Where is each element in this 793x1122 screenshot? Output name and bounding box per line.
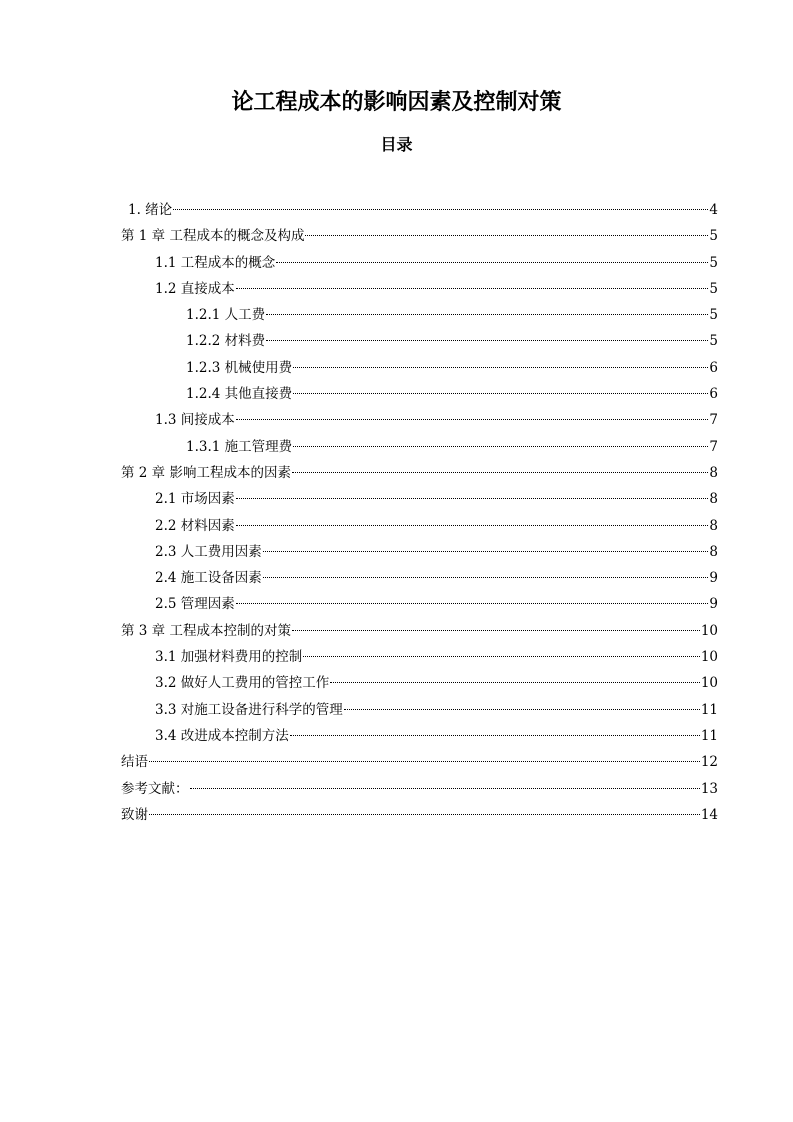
toc-entry-label: 2.1 市场因素: [155, 491, 235, 508]
toc-entry-page: 8: [709, 543, 718, 560]
toc-entry-section-1-3-1[interactable]: [121, 434, 718, 460]
toc-entry-label: 参考文献：: [121, 780, 189, 797]
toc-entry-section-2-1[interactable]: [121, 486, 718, 512]
toc-entry-page: 5: [709, 254, 718, 271]
toc-entry-label: 第 2 章 影响工程成本的因素: [121, 464, 291, 481]
toc-dot-leader: [290, 735, 700, 736]
toc-entry-label: 致谢: [121, 806, 148, 823]
toc-entry-page: 10: [700, 622, 718, 639]
toc-dot-leader: [344, 709, 700, 710]
toc-entry-section-3-1[interactable]: [121, 644, 718, 670]
toc-entry-section-1-2[interactable]: [121, 276, 718, 302]
toc-entry-section-1-2-1[interactable]: [121, 302, 718, 328]
toc-entry-page: 5: [709, 333, 718, 350]
toc-entry-label: 3.4 改进成本控制方法: [155, 727, 289, 744]
toc-dot-leader: [236, 288, 709, 289]
toc-entry-section-1-2-4[interactable]: [121, 381, 718, 407]
toc-entry-section-2-5[interactable]: [121, 591, 718, 617]
toc-entry-page: 9: [709, 596, 718, 613]
toc-entry-section-1-2-2[interactable]: [121, 328, 718, 354]
toc-dot-leader: [305, 235, 708, 236]
toc-entry-label: 2.3 人工费用因素: [155, 543, 262, 560]
toc-dot-leader: [266, 340, 708, 341]
toc-entry-page: 13: [700, 780, 718, 797]
toc-entry-label: 1.3.1 施工管理费: [186, 438, 293, 455]
toc-dot-leader: [276, 262, 708, 263]
toc-entry-references[interactable]: [121, 776, 718, 802]
toc-entry-section-1-3[interactable]: [121, 407, 718, 433]
toc-entry-label: 1.1 工程成本的概念: [155, 254, 276, 271]
toc-entry-section-2-4[interactable]: [121, 565, 718, 591]
toc-entry-acknowledgements[interactable]: [121, 802, 718, 828]
toc-dot-leader: [236, 525, 709, 526]
toc-entry-section-3-3[interactable]: [121, 697, 718, 723]
toc-entry-page: 6: [709, 359, 718, 376]
toc-entry-page: 7: [709, 438, 718, 455]
toc-entry-page: 8: [709, 464, 718, 481]
toc-entry-page: 10: [700, 649, 718, 666]
toc-dot-leader: [293, 446, 708, 447]
toc-entry-page: 8: [709, 491, 718, 508]
toc-dot-leader: [190, 788, 700, 789]
toc-entry-page: 5: [709, 228, 718, 245]
toc-entry-label: 1. 绪论: [128, 202, 173, 218]
toc-dot-leader: [149, 814, 700, 815]
toc-entry-conclusion[interactable]: [121, 749, 718, 775]
toc-dot-leader: [293, 393, 708, 394]
toc-entry-label: 1.3 间接成本: [155, 412, 235, 429]
toc-dot-leader: [236, 419, 709, 420]
toc-entry-label: 2.5 管理因素: [155, 596, 235, 613]
table-of-contents: [121, 197, 718, 828]
toc-entry-label: 2.4 施工设备因素: [155, 570, 262, 587]
toc-entry-section-2-3[interactable]: [121, 539, 718, 565]
toc-entry-label: 1.2.1 人工费: [186, 307, 266, 324]
toc-dot-leader: [173, 209, 708, 210]
toc-entry-label: 1.2.2 材料费: [186, 333, 266, 350]
toc-entry-page: 11: [700, 727, 718, 744]
toc-entry-label: 2.2 材料因素: [155, 517, 235, 534]
toc-entry-page: 5: [709, 307, 718, 324]
toc-entry-introduction[interactable]: [121, 197, 718, 223]
toc-entry-page: 5: [709, 280, 718, 297]
toc-dot-leader: [303, 656, 700, 657]
toc-dot-leader: [236, 603, 709, 604]
toc-entry-page: 12: [700, 754, 718, 771]
toc-entry-chapter-2[interactable]: [121, 460, 718, 486]
toc-entry-page: 11: [700, 701, 718, 718]
toc-entry-label: 3.3 对施工设备进行科学的管理: [155, 701, 343, 718]
toc-entry-label: 第 1 章 工程成本的概念及构成: [121, 228, 305, 245]
toc-entry-page: 4: [709, 202, 718, 218]
toc-entry-section-3-4[interactable]: [121, 723, 718, 749]
toc-entry-label: 1.2.3 机械使用费: [186, 359, 293, 376]
toc-entry-section-1-1[interactable]: [121, 250, 718, 276]
toc-entry-label: 1.2 直接成本: [155, 280, 235, 297]
toc-entry-label: 3.1 加强材料费用的控制: [155, 649, 303, 666]
toc-dot-leader: [292, 630, 700, 631]
toc-entry-page: 6: [709, 386, 718, 403]
toc-entry-label: 1.2.4 其他直接费: [186, 386, 293, 403]
toc-entry-label: 3.2 做好人工费用的管控工作: [155, 675, 330, 692]
toc-dot-leader: [293, 367, 708, 368]
toc-entry-page: 9: [709, 570, 718, 587]
toc-entry-section-1-2-3[interactable]: [121, 355, 718, 381]
toc-entry-page: 10: [700, 675, 718, 692]
toc-dot-leader: [292, 472, 708, 473]
toc-dot-leader: [263, 551, 709, 552]
toc-entry-page: 8: [709, 517, 718, 534]
toc-entry-page: 14: [700, 806, 718, 823]
toc-dot-leader: [149, 761, 700, 762]
toc-dot-leader: [330, 682, 700, 683]
toc-entry-chapter-1[interactable]: [121, 223, 718, 249]
toc-dot-leader: [266, 314, 708, 315]
toc-entry-chapter-3[interactable]: [121, 618, 718, 644]
toc-entry-label: 结语: [121, 754, 148, 771]
toc-dot-leader: [263, 577, 709, 578]
toc-entry-label: 第 3 章 工程成本控制的对策: [121, 622, 291, 639]
toc-entry-section-3-2[interactable]: [121, 670, 718, 696]
toc-dot-leader: [236, 498, 709, 499]
document-title: 论工程成本的影响因素及控制对策: [231, 90, 562, 115]
toc-entry-section-2-2[interactable]: [121, 513, 718, 539]
toc-heading: 目录: [380, 135, 413, 154]
toc-entry-page: 7: [709, 412, 718, 429]
